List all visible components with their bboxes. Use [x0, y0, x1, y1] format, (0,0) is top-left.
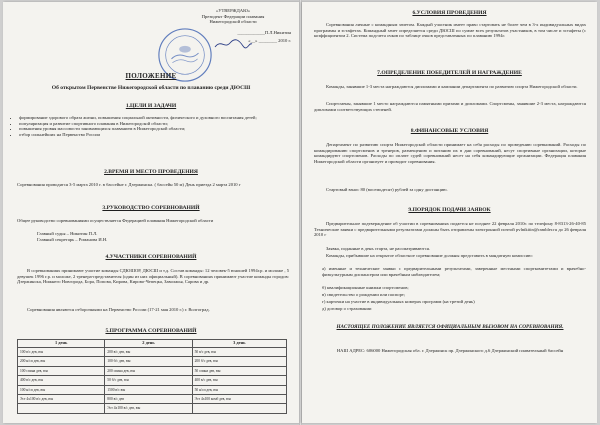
table-cell: [192, 404, 286, 413]
table-header: 3 день: [192, 340, 286, 348]
table-cell: 50 б/с дев, юн: [105, 376, 192, 385]
approval-block: «УТВЕРЖДАЮ» Президент Федерации плавания Нижегородской области ____________П.Л.Никитин «__» ________ 2010 г.: [153, 8, 291, 44]
table-cell: 100 в/с дев, юн: [18, 348, 105, 357]
requirement-item: д) договор о страховании: [322, 306, 372, 311]
table-cell: 100 б/с дев, юн: [105, 357, 192, 366]
table-row: [18, 366, 287, 375]
table-cell: Эст 4х100 в/с дев, юн: [18, 394, 105, 403]
table-row: [18, 394, 287, 403]
section-text: Команды, занявшие 1-3 места награждаются дипломами и кампании департамента по развитию спорта Нижегородской области.: [326, 84, 578, 89]
section-heading: 9.ПОРЯДОК ПОДАЧИ ЗАЯВОК: [408, 207, 491, 213]
approval-title: «УТВЕРЖДАЮ»: [215, 8, 251, 13]
list-item: • повышения уровня массовости занимающихся плаванием в Нижегородской области;: [19, 126, 293, 132]
table-cell: 1500 в/с юн: [105, 385, 192, 394]
section-heading: 4.УЧАСТНИКИ СОРЕВНОВАНИЙ: [105, 254, 197, 260]
table-cell: 200 спина дев, юн: [105, 366, 192, 375]
table-cell: 50 н/сп дев, юн: [192, 385, 286, 394]
requirement-item: а) именные и технические заявки с предварительными результатами, заверенные местными спорткомитетами и врачебно-физкультурным диспансером или врачебным наблюдателем;: [322, 266, 586, 277]
section-text: Департамент по развитию спорта Нижегородской области принимает на себя расходы по проведению соревнований. Расходы по командированию спортсменов и тренеров, размещению и питанию их в дни соревнований, несут спортивные организации, которые командируют спортсменов. Расходы по оплате судей соревнований несет на себя командирующие организации. Федерация плавания Нижегородской области организует и проводит соревнования.: [314, 142, 586, 164]
schedule-table: [17, 339, 287, 414]
address: НАШ АДРЕС: 606000 Нижегородская обл. г. Дзержинск пр. Дзержинского д.6 Дзержинский плавательный бассейн: [336, 348, 564, 353]
doc-title: ПОЛОЖЕНИЕ: [125, 72, 177, 80]
section-heading: 6.УСЛОВИЯ ПРОВЕДЕНИЯ: [412, 10, 487, 16]
approval-name: П.Л.Никитин: [264, 29, 291, 35]
table-cell: 100 н/сп дев, юн: [18, 385, 105, 394]
table-cell: 50 спина дев, юн: [192, 366, 286, 375]
table-cell: [18, 404, 105, 413]
table-header: 2 день: [105, 340, 192, 348]
section-text: Соревнования являются отборочными на Первенство России (17-21 мая 2010 г.) г. Волгоград.: [27, 307, 210, 312]
table-cell: 200 н/сп дев, юн: [18, 357, 105, 366]
table-row: [18, 404, 287, 413]
section-text: В соревнованиях принимают участие команды СДЮШОР, ДЮСШ и т.д. Состав команды: 12 человек-5 юношей 1994г.р. и моложе , 5 девушек 1996 г.р. и моложе, 2 тренера-представителя (один из них официальный). В соревнованиях принимают участие команды городов: Дзержинска, Нижнего Новгорода, Бора, Попова, Кирова, Кирово-Чепецка, Заволжья, Сарова и др.: [17, 268, 289, 285]
section-text: Общее руководство соревнованиями осуществляется Федерацией плавания Нижегородской области: [17, 218, 214, 223]
approval-line2: Нижегородской области: [209, 19, 257, 25]
table-header-row: [18, 340, 287, 348]
signature-icon: [213, 38, 253, 50]
goals-list: [11, 115, 293, 137]
table-cell: 800 в/с дев: [105, 394, 192, 403]
section-text: Соревнования личные с командным зачетом. Каждый участник имеет право стартовать не более чем в 3-х индивидуальных видах программы и эстафетах. Командный зачет определяется среди ДЮСШ по сумме всех результатов участников, в том числе и эстафеты (с коэффициентом 2. Система подсчета очков по таблице очков представленных по плаванию 1994г.: [314, 22, 586, 39]
doc-subtitle: Об открытом Первенстве Нижегородской области по плаванию среди ДЮСШ: [51, 85, 251, 91]
section-heading: 7.ОПРЕДЕЛЕНИЕ ПОБЕДИТЕЛЕЙ И НАГРАЖДЕНИЕ: [377, 70, 522, 76]
chief-secretary: Главный секретарь – Романова И.Н.: [37, 237, 108, 242]
right-page: [302, 2, 597, 423]
list-item: • отбор сильнейших на Первенство России: [19, 132, 293, 138]
approval-line1: Президент Федерации плавания: [201, 13, 265, 19]
left-page: [3, 2, 299, 423]
table-row: [18, 385, 287, 394]
table-cell: 100 спина дев, юн: [18, 366, 105, 375]
section-heading: 3.РУКОВОДСТВО СОРЕВНОВАНИЙ: [102, 205, 200, 211]
chief-judge: Главный судья – Никитин П.Л.: [37, 231, 98, 236]
table-cell: 400 в/с дев, юн: [18, 376, 105, 385]
requirement-item: б) квалификационные книжки спортсменов;: [322, 285, 409, 290]
approval-date: 2010 г.: [278, 38, 291, 44]
start-fee: Стартовый взнос 80 (восемьдесят) рублей за одну дистанцию.: [326, 187, 448, 192]
table-cell: 400 в/с дев, юн: [192, 376, 286, 385]
section-text: Спортсмены, занявшие 1 место награждаются памятными призами и дипломами. Спортсмены, занявшие 2-3 места, награждаются дипломами соответствующих степеней.: [314, 101, 586, 112]
section-heading: 2.ВРЕМЯ И МЕСТО ПРОВЕДЕНИЯ: [104, 169, 198, 175]
list-item: • популяризация и развитие спортивного плавания в Нижегородской области;: [19, 121, 293, 127]
table-cell: Эст 4х100 комб дев, юн: [192, 394, 286, 403]
section-heading: 5.ПРОГРАММА СОРЕВНОВАНИЙ: [105, 328, 197, 334]
table-row: [18, 357, 287, 366]
table-cell: 200 б/с дев, юн: [192, 357, 286, 366]
section-heading: 8.ФИНАНСОВЫЕ УСЛОВИЯ: [410, 128, 489, 134]
table-cell: 50 в/с дев, юн: [192, 348, 286, 357]
table-cell: 200 в/с дев, юн: [105, 348, 192, 357]
requirement-item: г) карточки на участие в индивидуальных номерах программ (на третий день): [322, 299, 475, 304]
table-cell: Эст 4х100 в/с дев, юн: [105, 404, 192, 413]
list-item: • формирование здорового образа жизни, повышения социальной активности, физического и духовного воспитания детей;: [19, 115, 293, 121]
table-row: [18, 348, 287, 357]
table-header: 1 день: [18, 340, 105, 348]
section-text: Соревнования проводятся 3-5 марта 2010 г. в бассейне г. Дзержинска. ( бассейн 50 м) День приезда 2 марта 2010 г: [17, 182, 241, 187]
requirement-item: в) свидетельство о рождении или паспорт;: [322, 292, 406, 297]
section-text: Заявка, поданные в день старта, не рассматриваются.: [326, 246, 431, 251]
section-heading: 1.ЦЕЛИ И ЗАДАЧИ: [125, 103, 177, 109]
section-text: Предварительное подтверждение об участии в соревнованиях подается не позднее 22 февраля 2010г. по телефону 8-8313-26-40-85 Технические заявки с предварительными результатами должны быть отправлены электронной почтой pvlnikitin@rambler.ru до 26 февраля 2010 г: [314, 221, 586, 238]
closing-statement: НАСТОЯЩЕЕ ПОЛОЖЕНИЕ ЯВЛЯЕТСЯ ОФИЦИАЛЬНЫМ ВЫЗОВОМ НА СОРЕВНОВАНИЯ.: [336, 324, 564, 330]
table-row: [18, 376, 287, 385]
section-text: Команды, прибывшие на открытое областное соревнование должны представить в мандатную комиссию:: [326, 253, 533, 258]
